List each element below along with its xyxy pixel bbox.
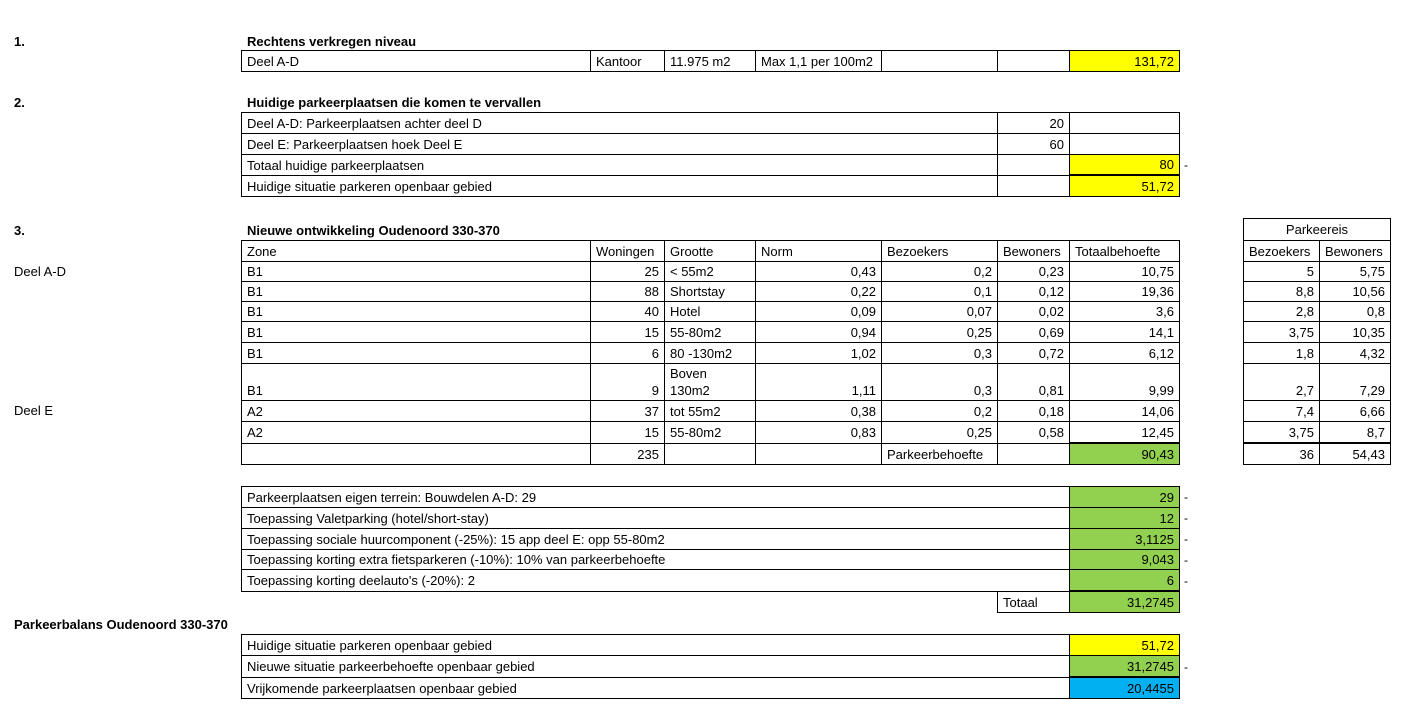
row-bewoners: 0,12 bbox=[997, 281, 1070, 302]
row-totaal: 12,45 bbox=[1069, 421, 1180, 444]
dash-mark: - bbox=[1184, 532, 1188, 546]
reduction-value: 29 bbox=[1069, 486, 1180, 508]
row-totaal: 3,6 bbox=[1069, 301, 1180, 322]
row-grootte: Hotel bbox=[664, 301, 756, 322]
row-bewoners: 0,69 bbox=[997, 321, 1070, 343]
s2-row-label: Huidige situatie parkeren openbaar gebied bbox=[241, 175, 998, 197]
sum-grootte bbox=[664, 443, 756, 465]
parkeereis-sum-bewoners: 54,43 bbox=[1319, 443, 1391, 465]
reduction-value: 9,043 bbox=[1069, 549, 1180, 570]
s2-row-total bbox=[1069, 133, 1180, 155]
parkeereis-bewoners: 10,35 bbox=[1319, 321, 1391, 343]
parkeereis-bezoekers: 7,4 bbox=[1243, 400, 1320, 422]
grootte-line-2: 130m2 bbox=[670, 383, 710, 398]
reduction-label: Toepassing sociale huurcomponent (-25%): 15 app deel E: opp 55-80m2 bbox=[241, 528, 1070, 550]
reduction-label: Parkeerplaatsen eigen terrein: Bouwdelen A-D: 29 bbox=[241, 486, 1070, 508]
balance-current-value: 51,72 bbox=[1069, 634, 1180, 656]
header-grootte: Grootte bbox=[664, 240, 756, 262]
row-grootte: 55-80m2 bbox=[664, 421, 756, 444]
parkeereis-header-bewoners: Bewoners bbox=[1319, 240, 1391, 262]
row-norm: 0,09 bbox=[755, 301, 882, 322]
row-bezoekers: 0,3 bbox=[881, 363, 998, 401]
s2-row-label: Deel E: Parkeerplaatsen hoek Deel E bbox=[241, 133, 998, 155]
row-zone: A2 bbox=[241, 421, 591, 444]
row-totaal: 9,99 bbox=[1069, 363, 1180, 401]
s2-row-label: Totaal huidige parkeerplaatsen bbox=[241, 154, 998, 176]
section-2-title: Huidige parkeerplaatsen die komen te vervallen bbox=[247, 95, 542, 110]
parkeereis-bewoners: 8,7 bbox=[1319, 421, 1391, 444]
sum-zone bbox=[241, 443, 591, 465]
header-bezoekers: Bezoekers bbox=[881, 240, 998, 262]
balance-new-value: 31,2745 bbox=[1069, 655, 1180, 678]
sum-bewoners bbox=[997, 443, 1070, 465]
row-zone: B1 bbox=[241, 301, 591, 322]
dash-mark: - bbox=[1184, 574, 1188, 588]
row-bezoekers: 0,07 bbox=[881, 301, 998, 322]
s2-row-total bbox=[1069, 112, 1180, 134]
dash-mark: - bbox=[1184, 553, 1188, 567]
reductions-total-value: 31,2745 bbox=[1069, 591, 1180, 613]
s2-row-value bbox=[997, 154, 1070, 176]
parkeereis-bezoekers: 2,7 bbox=[1243, 363, 1320, 401]
sum-woningen: 235 bbox=[590, 443, 665, 465]
row-totaal: 10,75 bbox=[1069, 261, 1180, 282]
section-3-title: Nieuwe ontwikkeling Oudenoord 330-370 bbox=[247, 223, 500, 238]
row-bezoekers: 0,1 bbox=[881, 281, 998, 302]
parkeereis-bewoners: 5,75 bbox=[1319, 261, 1391, 282]
balance-label: Nieuwe situatie parkeerbehoefte openbaar gebied bbox=[241, 655, 1070, 678]
row-zone: A2 bbox=[241, 400, 591, 422]
section-3-number: 3. bbox=[14, 223, 25, 238]
row-zone: B1 bbox=[241, 281, 591, 302]
row-bewoners: 0,72 bbox=[997, 342, 1070, 364]
row-woningen: 25 bbox=[590, 261, 665, 282]
row-bezoekers: 0,25 bbox=[881, 421, 998, 444]
row-bewoners: 0,02 bbox=[997, 301, 1070, 322]
reduction-value: 6 bbox=[1069, 569, 1180, 592]
parkeereis-sum-bezoekers: 36 bbox=[1243, 443, 1320, 465]
row-zone: B1 bbox=[241, 363, 591, 401]
reduction-value: 12 bbox=[1069, 507, 1180, 529]
balance-freed-value: 20,4455 bbox=[1069, 677, 1180, 699]
reductions-total-label: Totaal bbox=[997, 591, 1070, 613]
row-zone: B1 bbox=[241, 261, 591, 282]
reduction-label: Toepassing korting extra fietsparkeren (-10%): 10% van parkeerbehoefte bbox=[241, 549, 1070, 570]
dash-mark: - bbox=[1184, 490, 1188, 504]
parkeereis-bewoners: 7,29 bbox=[1319, 363, 1391, 401]
sum-label: Parkeerbehoefte bbox=[881, 443, 998, 465]
row-norm: 0,43 bbox=[755, 261, 882, 282]
dash-mark: - bbox=[1184, 158, 1188, 172]
row-totaal: 14,1 bbox=[1069, 321, 1180, 343]
row-bezoekers: 0,3 bbox=[881, 342, 998, 364]
s1-area: 11.975 m2 bbox=[664, 50, 756, 72]
s1-type: Kantoor bbox=[590, 50, 665, 72]
section-1-title: Rechtens verkregen niveau bbox=[247, 34, 417, 49]
sum-parkeerbehoefte: 90,43 bbox=[1069, 443, 1180, 465]
row-norm: 0,94 bbox=[755, 321, 882, 343]
dash-mark: - bbox=[1184, 511, 1188, 525]
parkeereis-bewoners: 0,8 bbox=[1319, 301, 1391, 322]
row-norm: 0,83 bbox=[755, 421, 882, 444]
parkeereis-bezoekers: 3,75 bbox=[1243, 321, 1320, 343]
parkeereis-header-bezoekers: Bezoekers bbox=[1243, 240, 1320, 262]
parkeereis-bewoners: 10,56 bbox=[1319, 281, 1391, 302]
parkeereis-bezoekers: 2,8 bbox=[1243, 301, 1320, 322]
header-woningen: Woningen bbox=[590, 240, 665, 262]
row-grootte: 55-80m2 bbox=[664, 321, 756, 343]
row-woningen: 15 bbox=[590, 421, 665, 444]
row-bewoners: 0,58 bbox=[997, 421, 1070, 444]
row-totaal: 19,36 bbox=[1069, 281, 1180, 302]
header-zone: Zone bbox=[241, 240, 591, 262]
row-norm: 1,11 bbox=[755, 363, 882, 401]
s1-zone: Deel A-D bbox=[241, 50, 591, 72]
row-norm: 0,22 bbox=[755, 281, 882, 302]
row-totaal: 14,06 bbox=[1069, 400, 1180, 422]
balance-title: Parkeerbalans Oudenoord 330-370 bbox=[14, 617, 228, 632]
parkeereis-bewoners: 4,32 bbox=[1319, 342, 1391, 364]
reduction-label: Toepassing Valetparking (hotel/short-stay) bbox=[241, 507, 1070, 529]
row-woningen: 6 bbox=[590, 342, 665, 364]
sum-norm bbox=[755, 443, 882, 465]
parkeereis-bezoekers: 5 bbox=[1243, 261, 1320, 282]
parkeereis-bewoners: 6,66 bbox=[1319, 400, 1391, 422]
row-norm: 0,38 bbox=[755, 400, 882, 422]
s1-empty-1 bbox=[881, 50, 998, 72]
balance-label: Vrijkomende parkeerplaatsen openbaar gebied bbox=[241, 677, 1070, 699]
parkeereis-bezoekers: 3,75 bbox=[1243, 421, 1320, 444]
reduction-value: 3,1125 bbox=[1069, 528, 1180, 550]
row-grootte: < 55m2 bbox=[664, 261, 756, 282]
section-2-number: 2. bbox=[14, 95, 25, 110]
row-bewoners: 0,81 bbox=[997, 363, 1070, 401]
reduction-label: Toepassing korting deelauto's (-20%): 2 bbox=[241, 569, 1070, 592]
row-bezoekers: 0,2 bbox=[881, 261, 998, 282]
balance-label: Huidige situatie parkeren openbaar gebied bbox=[241, 634, 1070, 656]
row-grootte: 80 -130m2 bbox=[664, 342, 756, 364]
grootte-line-1: Boven bbox=[670, 366, 707, 381]
row-grootte bbox=[664, 363, 756, 401]
row-norm: 1,02 bbox=[755, 342, 882, 364]
row-grootte: tot 55m2 bbox=[664, 400, 756, 422]
row-bezoekers: 0,25 bbox=[881, 321, 998, 343]
row-woningen: 9 bbox=[590, 363, 665, 401]
row-bewoners: 0,23 bbox=[997, 261, 1070, 282]
row-woningen: 88 bbox=[590, 281, 665, 302]
s2-public-parking: 51,72 bbox=[1069, 175, 1180, 197]
section-1-number: 1. bbox=[14, 34, 25, 49]
parkeereis-bezoekers: 1,8 bbox=[1243, 342, 1320, 364]
row-woningen: 40 bbox=[590, 301, 665, 322]
row-zone: B1 bbox=[241, 342, 591, 364]
row-zone: B1 bbox=[241, 321, 591, 343]
header-totaalbehoefte: Totaalbehoefte bbox=[1069, 240, 1180, 262]
parkeereis-title: Parkeereis bbox=[1243, 218, 1391, 241]
header-norm: Norm bbox=[755, 240, 882, 262]
s2-total-current: 80 bbox=[1069, 154, 1180, 176]
dash-mark: - bbox=[1184, 660, 1188, 674]
side-label-deel-e: Deel E bbox=[14, 403, 54, 418]
parkeereis-bezoekers: 8,8 bbox=[1243, 281, 1320, 302]
side-label-deel-a-d: Deel A-D bbox=[14, 264, 67, 279]
s2-row-label: Deel A-D: Parkeerplaatsen achter deel D bbox=[241, 112, 998, 134]
row-woningen: 37 bbox=[590, 400, 665, 422]
row-bezoekers: 0,2 bbox=[881, 400, 998, 422]
row-woningen: 15 bbox=[590, 321, 665, 343]
s2-row-value: 60 bbox=[997, 133, 1070, 155]
s2-row-value: 20 bbox=[997, 112, 1070, 134]
s1-total: 131,72 bbox=[1069, 50, 1180, 72]
row-bewoners: 0,18 bbox=[997, 400, 1070, 422]
header-bewoners: Bewoners bbox=[997, 240, 1070, 262]
row-grootte: Shortstay bbox=[664, 281, 756, 302]
row-totaal: 6,12 bbox=[1069, 342, 1180, 364]
s2-row-value bbox=[997, 175, 1070, 197]
s1-norm: Max 1,1 per 100m2 bbox=[755, 50, 882, 72]
s1-empty-2 bbox=[997, 50, 1070, 72]
